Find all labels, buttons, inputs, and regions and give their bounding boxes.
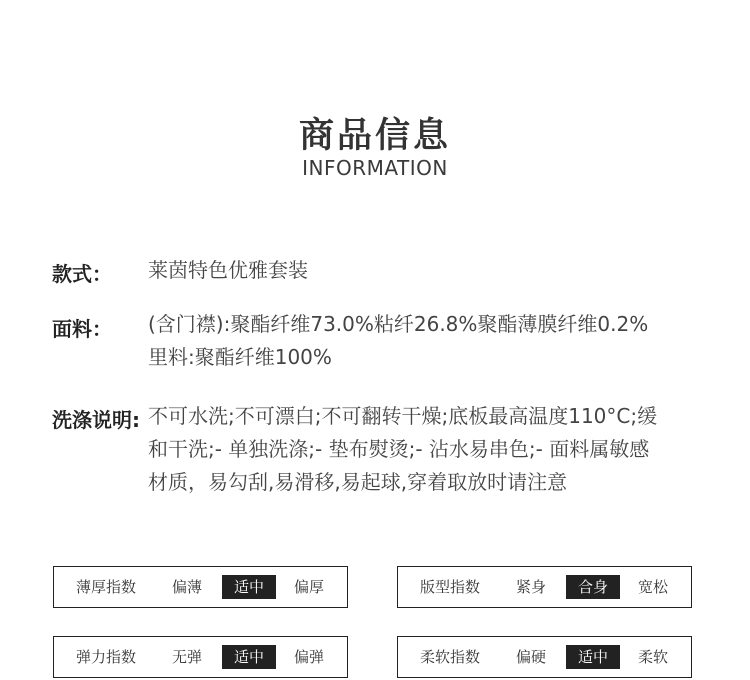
spec-value-washing-line1: 不可水洗;不可漂白;不可翻转干燥;底板最高温度110°C;缓 <box>148 404 658 428</box>
index-name: 弹力指数 <box>76 648 137 666</box>
spec-value-washing-line2: 和干洗;- 单独洗涤;- 垫布熨烫;- 沾水易串色;- 面料属敏感 <box>148 437 650 461</box>
index-option: 偏薄 <box>171 578 202 596</box>
index-option: 偏厚 <box>293 578 324 596</box>
index-option-selected: 适中 <box>222 575 276 599</box>
index-option: 紧身 <box>515 578 546 596</box>
index-option-selected: 合身 <box>566 575 620 599</box>
index-box-softness <box>397 636 692 678</box>
index-option: 柔软 <box>637 648 668 666</box>
index-name: 版型指数 <box>420 578 481 596</box>
index-box-thickness <box>53 566 348 608</box>
index-box-fit <box>397 566 692 608</box>
index-option: 宽松 <box>637 578 668 596</box>
spec-value-washing-line3: 材质，易勾刮,易滑移,易起球,穿着取放时请注意 <box>148 470 568 494</box>
spec-label-washing: 洗涤说明: <box>52 408 140 432</box>
spec-value-fabric-line1: (含门襟):聚酯纤维73.0%粘纤26.8%聚酯薄膜纤维0.2% <box>148 312 649 336</box>
page-title: 商品信息 <box>298 116 451 156</box>
spec-value-fabric-line2: 里料:聚酯纤维100% <box>148 345 332 369</box>
spec-value-style: 莱茵特色优雅套装 <box>148 258 308 282</box>
index-option-selected: 适中 <box>566 645 620 669</box>
spec-label-style: 款式： <box>52 262 112 286</box>
index-option-selected: 适中 <box>222 645 276 669</box>
index-option: 无弹 <box>171 648 202 666</box>
index-name: 柔软指数 <box>420 648 481 666</box>
page-subtitle: INFORMATION <box>302 156 448 180</box>
index-name: 薄厚指数 <box>76 578 137 596</box>
spec-label-fabric: 面料： <box>52 317 112 341</box>
index-option: 偏弹 <box>293 648 324 666</box>
index-option: 偏硬 <box>515 648 546 666</box>
index-box-elasticity <box>53 636 348 678</box>
